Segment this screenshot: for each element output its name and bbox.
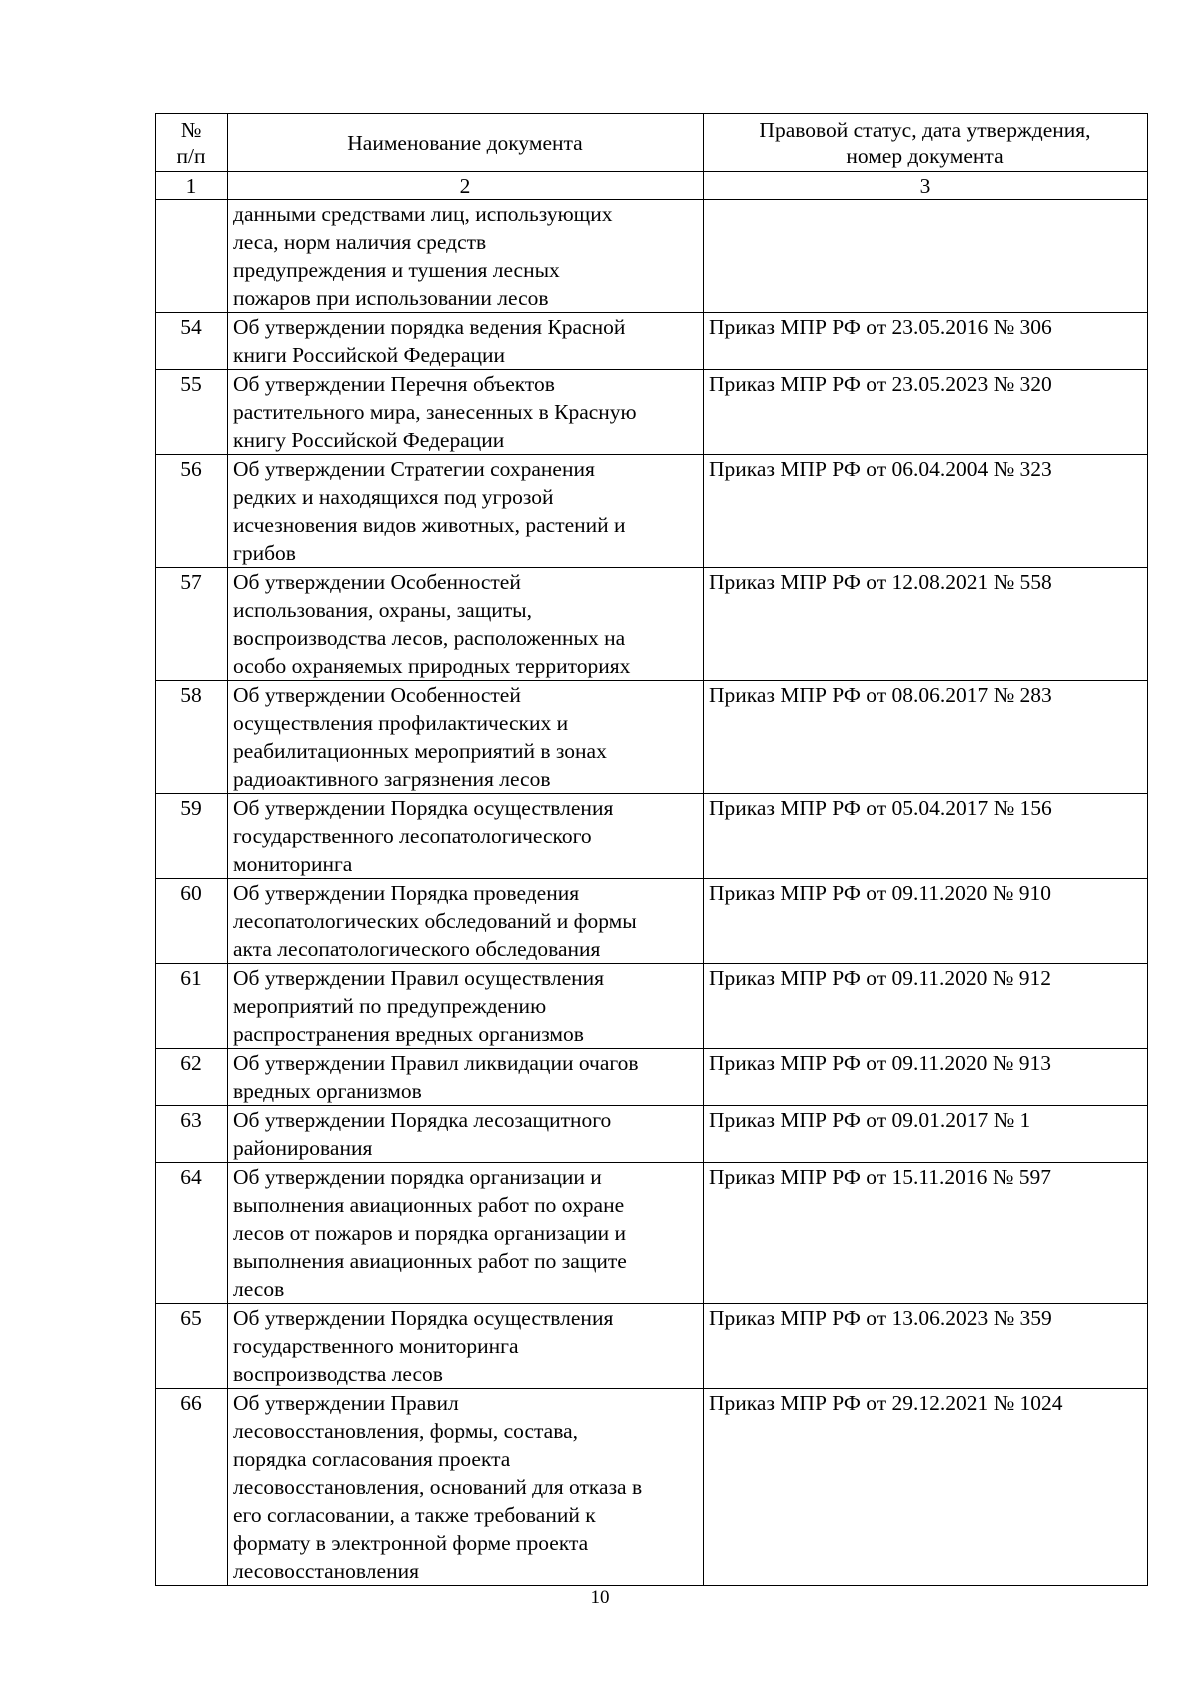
- document-name: Об утверждении Особенностей осуществления профилактических и реабилитационных мероприятий в зонах радиоактивного загрязнения лесов: [228, 681, 704, 794]
- row-number: 58: [156, 681, 228, 794]
- document-status: Приказ МПР РФ от 09.11.2020 № 910: [704, 879, 1148, 964]
- table-header: [156, 114, 1148, 200]
- table-row: [156, 200, 1148, 313]
- table-row: [156, 1049, 1148, 1106]
- table-row: [156, 313, 1148, 370]
- row-number: 64: [156, 1163, 228, 1304]
- document-status: [704, 200, 1148, 313]
- document-status: Приказ МПР РФ от 23.05.2016 № 306: [704, 313, 1148, 370]
- document-name: Об утверждении порядка организации и выполнения авиационных работ по охране лесов от пожаров и порядка организации и выполнения авиационных работ по защите лесов: [228, 1163, 704, 1304]
- page-number: 10: [590, 1587, 610, 1608]
- row-number: 66: [156, 1389, 228, 1586]
- document-status: Приказ МПР РФ от 06.04.2004 № 323: [704, 455, 1148, 568]
- row-number: 62: [156, 1049, 228, 1106]
- row-number: 54: [156, 313, 228, 370]
- table-row: [156, 1389, 1148, 1586]
- header-row: [156, 114, 1148, 172]
- row-number: 56: [156, 455, 228, 568]
- table-row: [156, 455, 1148, 568]
- table-row: [156, 879, 1148, 964]
- documents-table: [155, 113, 1148, 1586]
- column-number-2: 2: [228, 172, 704, 200]
- document-name: Об утверждении Перечня объектов растительного мира, занесенных в Красную книгу Российской Федерации: [228, 370, 704, 455]
- column-number-3: 3: [704, 172, 1148, 200]
- document-status: Приказ МПР РФ от 12.08.2021 № 558: [704, 568, 1148, 681]
- document-status: Приказ МПР РФ от 23.05.2023 № 320: [704, 370, 1148, 455]
- table-row: [156, 681, 1148, 794]
- header-num: № п/п: [156, 114, 228, 172]
- row-number: [156, 200, 228, 313]
- table-row: [156, 1163, 1148, 1304]
- row-number: 61: [156, 964, 228, 1049]
- row-number: 55: [156, 370, 228, 455]
- document-name: Об утверждении Стратегии сохранения редких и находящихся под угрозой исчезновения видов животных, растений и грибов: [228, 455, 704, 568]
- document-status: Приказ МПР РФ от 09.01.2017 № 1: [704, 1106, 1148, 1163]
- document-status: Приказ МПР РФ от 29.12.2021 № 1024: [704, 1389, 1148, 1586]
- table-row: [156, 370, 1148, 455]
- column-number-row: [156, 172, 1148, 200]
- document-status: Приказ МПР РФ от 13.06.2023 № 359: [704, 1304, 1148, 1389]
- row-number: 59: [156, 794, 228, 879]
- document-name: данными средствами лиц, использующих леса, норм наличия средств предупреждения и тушения лесных пожаров при использовании лесов: [228, 200, 704, 313]
- table-row: [156, 1304, 1148, 1389]
- document-status: Приказ МПР РФ от 09.11.2020 № 912: [704, 964, 1148, 1049]
- document-name: Об утверждении Порядка проведения лесопатологических обследований и формы акта лесопатологического обследования: [228, 879, 704, 964]
- document-name: Об утверждении Правил ликвидации очагов вредных организмов: [228, 1049, 704, 1106]
- document-name: Об утверждении Правил лесовосстановления, формы, состава, порядка согласования проекта лесовосстановления, оснований для отказа в его согласовании, а также требований к формату в электронной форме проекта лесовосстановления: [228, 1389, 704, 1586]
- document-name: Об утверждении Правил осуществления мероприятий по предупреждению распространения вредных организмов: [228, 964, 704, 1049]
- header-status: Правовой статус, дата утверждения, номер документа: [704, 114, 1148, 172]
- row-number: 65: [156, 1304, 228, 1389]
- table-body: [156, 200, 1148, 1586]
- row-number: 60: [156, 879, 228, 964]
- document-name: Об утверждении Особенностей использования, охраны, защиты, воспроизводства лесов, расположенных на особо охраняемых природных территориях: [228, 568, 704, 681]
- document-name: Об утверждении Порядка осуществления государственного лесопатологического мониторинга: [228, 794, 704, 879]
- document-name: Об утверждении Порядка осуществления государственного мониторинга воспроизводства лесов: [228, 1304, 704, 1389]
- table-row: [156, 568, 1148, 681]
- document-status: Приказ МПР РФ от 05.04.2017 № 156: [704, 794, 1148, 879]
- table-row: [156, 964, 1148, 1049]
- header-name: Наименование документа: [228, 114, 704, 172]
- document-status: Приказ МПР РФ от 15.11.2016 № 597: [704, 1163, 1148, 1304]
- table-row: [156, 794, 1148, 879]
- document-status: Приказ МПР РФ от 09.11.2020 № 913: [704, 1049, 1148, 1106]
- column-number-1: 1: [156, 172, 228, 200]
- row-number: 63: [156, 1106, 228, 1163]
- row-number: 57: [156, 568, 228, 681]
- table-row: [156, 1106, 1148, 1163]
- document-status: Приказ МПР РФ от 08.06.2017 № 283: [704, 681, 1148, 794]
- document-name: Об утверждении порядка ведения Красной книги Российской Федерации: [228, 313, 704, 370]
- document-name: Об утверждении Порядка лесозащитного районирования: [228, 1106, 704, 1163]
